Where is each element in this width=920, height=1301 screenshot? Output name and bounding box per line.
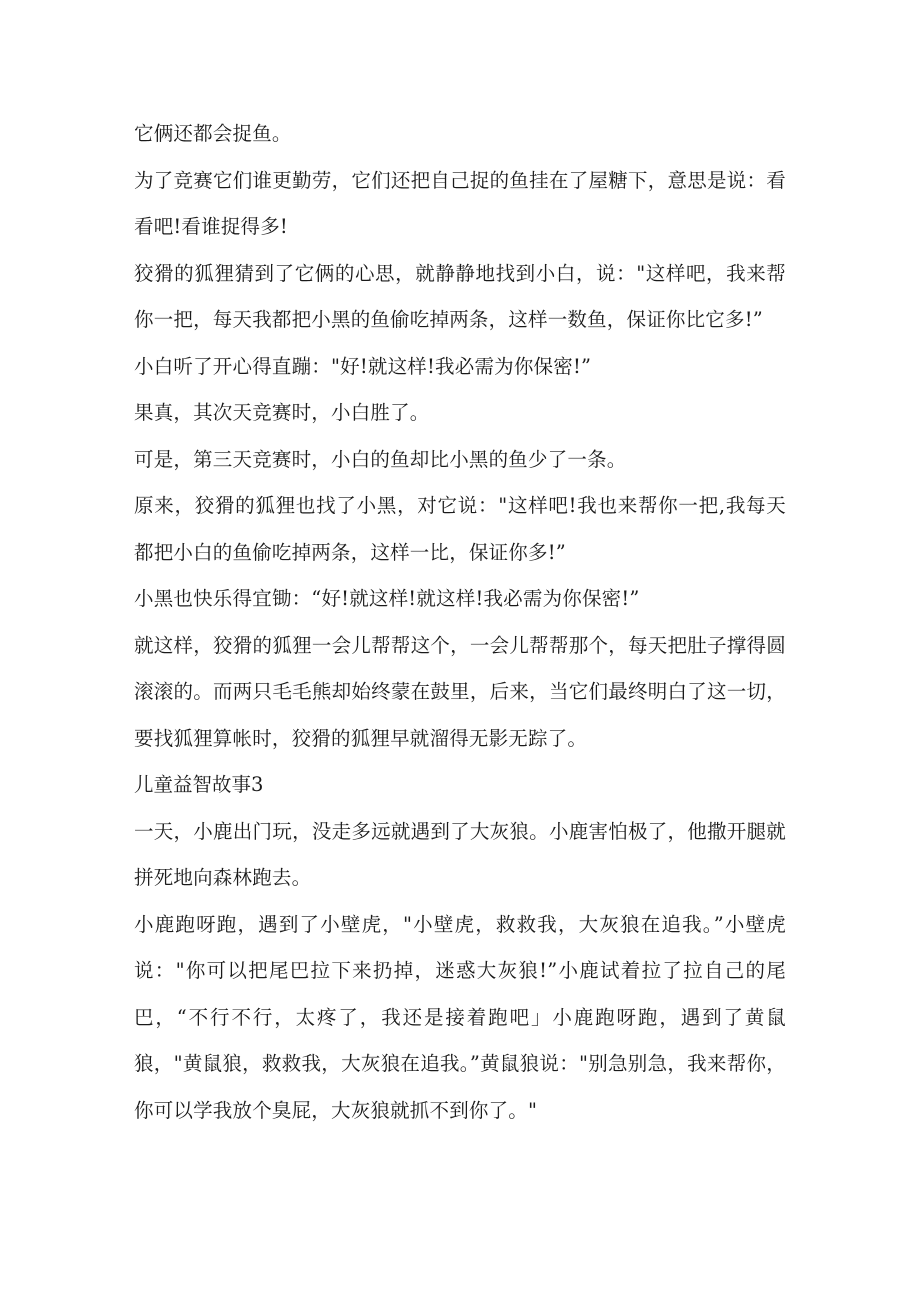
paragraph-10: 一天，小鹿出门玩，没走多远就遇到了大灰狼。小鹿害怕极了，他撒开腿就拼死地向森林跑去。 (134, 819, 786, 889)
paragraph-8: 小黑也快乐得宜锄：“好!就这样!就这样!我必需为你保密!” (134, 587, 640, 610)
paragraph-2: 为了竞赛它们谁更勤劳，它们还把自己捉的鱼挂在了屋糖下，意思是说：看看吧!看谁捉得多! (134, 168, 786, 238)
story-heading: 儿童益智故事3 (134, 773, 264, 796)
paragraph-3: 狡猾的狐狸猜到了它俩的心思，就静静地找到小白，说："这样吧，我来帮你一把，每天我都把小黑的鱼偷吃掉两条，这样一数鱼，保证你比它多!” (134, 261, 786, 331)
paragraph-7: 原来，狡猾的狐狸也找了小黑，对它说："这样吧!我也来帮你一把,我每天都把小白的鱼偷吃掉两条，这样一比，保证你多!” (134, 494, 786, 564)
document-body (134, 111, 786, 1134)
paragraph-1: 它俩还都会捉鱼。 (134, 122, 292, 145)
paragraph-4: 小白听了开心得直蹦："好!就这样!我必需为你保密!” (134, 354, 592, 378)
paragraph-6: 可是，第三天竞赛时，小白的鱼却比小黑的鱼少了一条。 (134, 447, 627, 471)
paragraph-9: 就这样，狡猾的狐狸一会儿帮帮这个，一会儿帮帮那个，每天把肚子撑得圆滚滚的。而两只毛毛熊却始终蒙在鼓里，后来，当它们最终明白了这一切，要找狐狸算帐时，狡猾的狐狸早就溜得无影无踪了。 (134, 633, 786, 750)
paragraph-5: 果真，其次天竞赛时，小白胜了。 (134, 401, 430, 424)
paragraph-11: 小鹿跑呀跑，遇到了小壁虎，"小壁虎，救救我，大灰狼在追我。”小壁虎说："你可以把尾巴拉下来扔掉，迷惑大灰狼!”小鹿试着拉了拉自己的尾巴，“不行不行，太疼了，我还是接着跑吧」小鹿跑呀跑，遇到了黄鼠狼，"黄鼠狼，救救我，大灰狼在追我。”黄鼠狼说："别急别急，我来帮你，你可以学我放个臭屁，大灰狼就抓不到你了。" (134, 912, 786, 1122)
